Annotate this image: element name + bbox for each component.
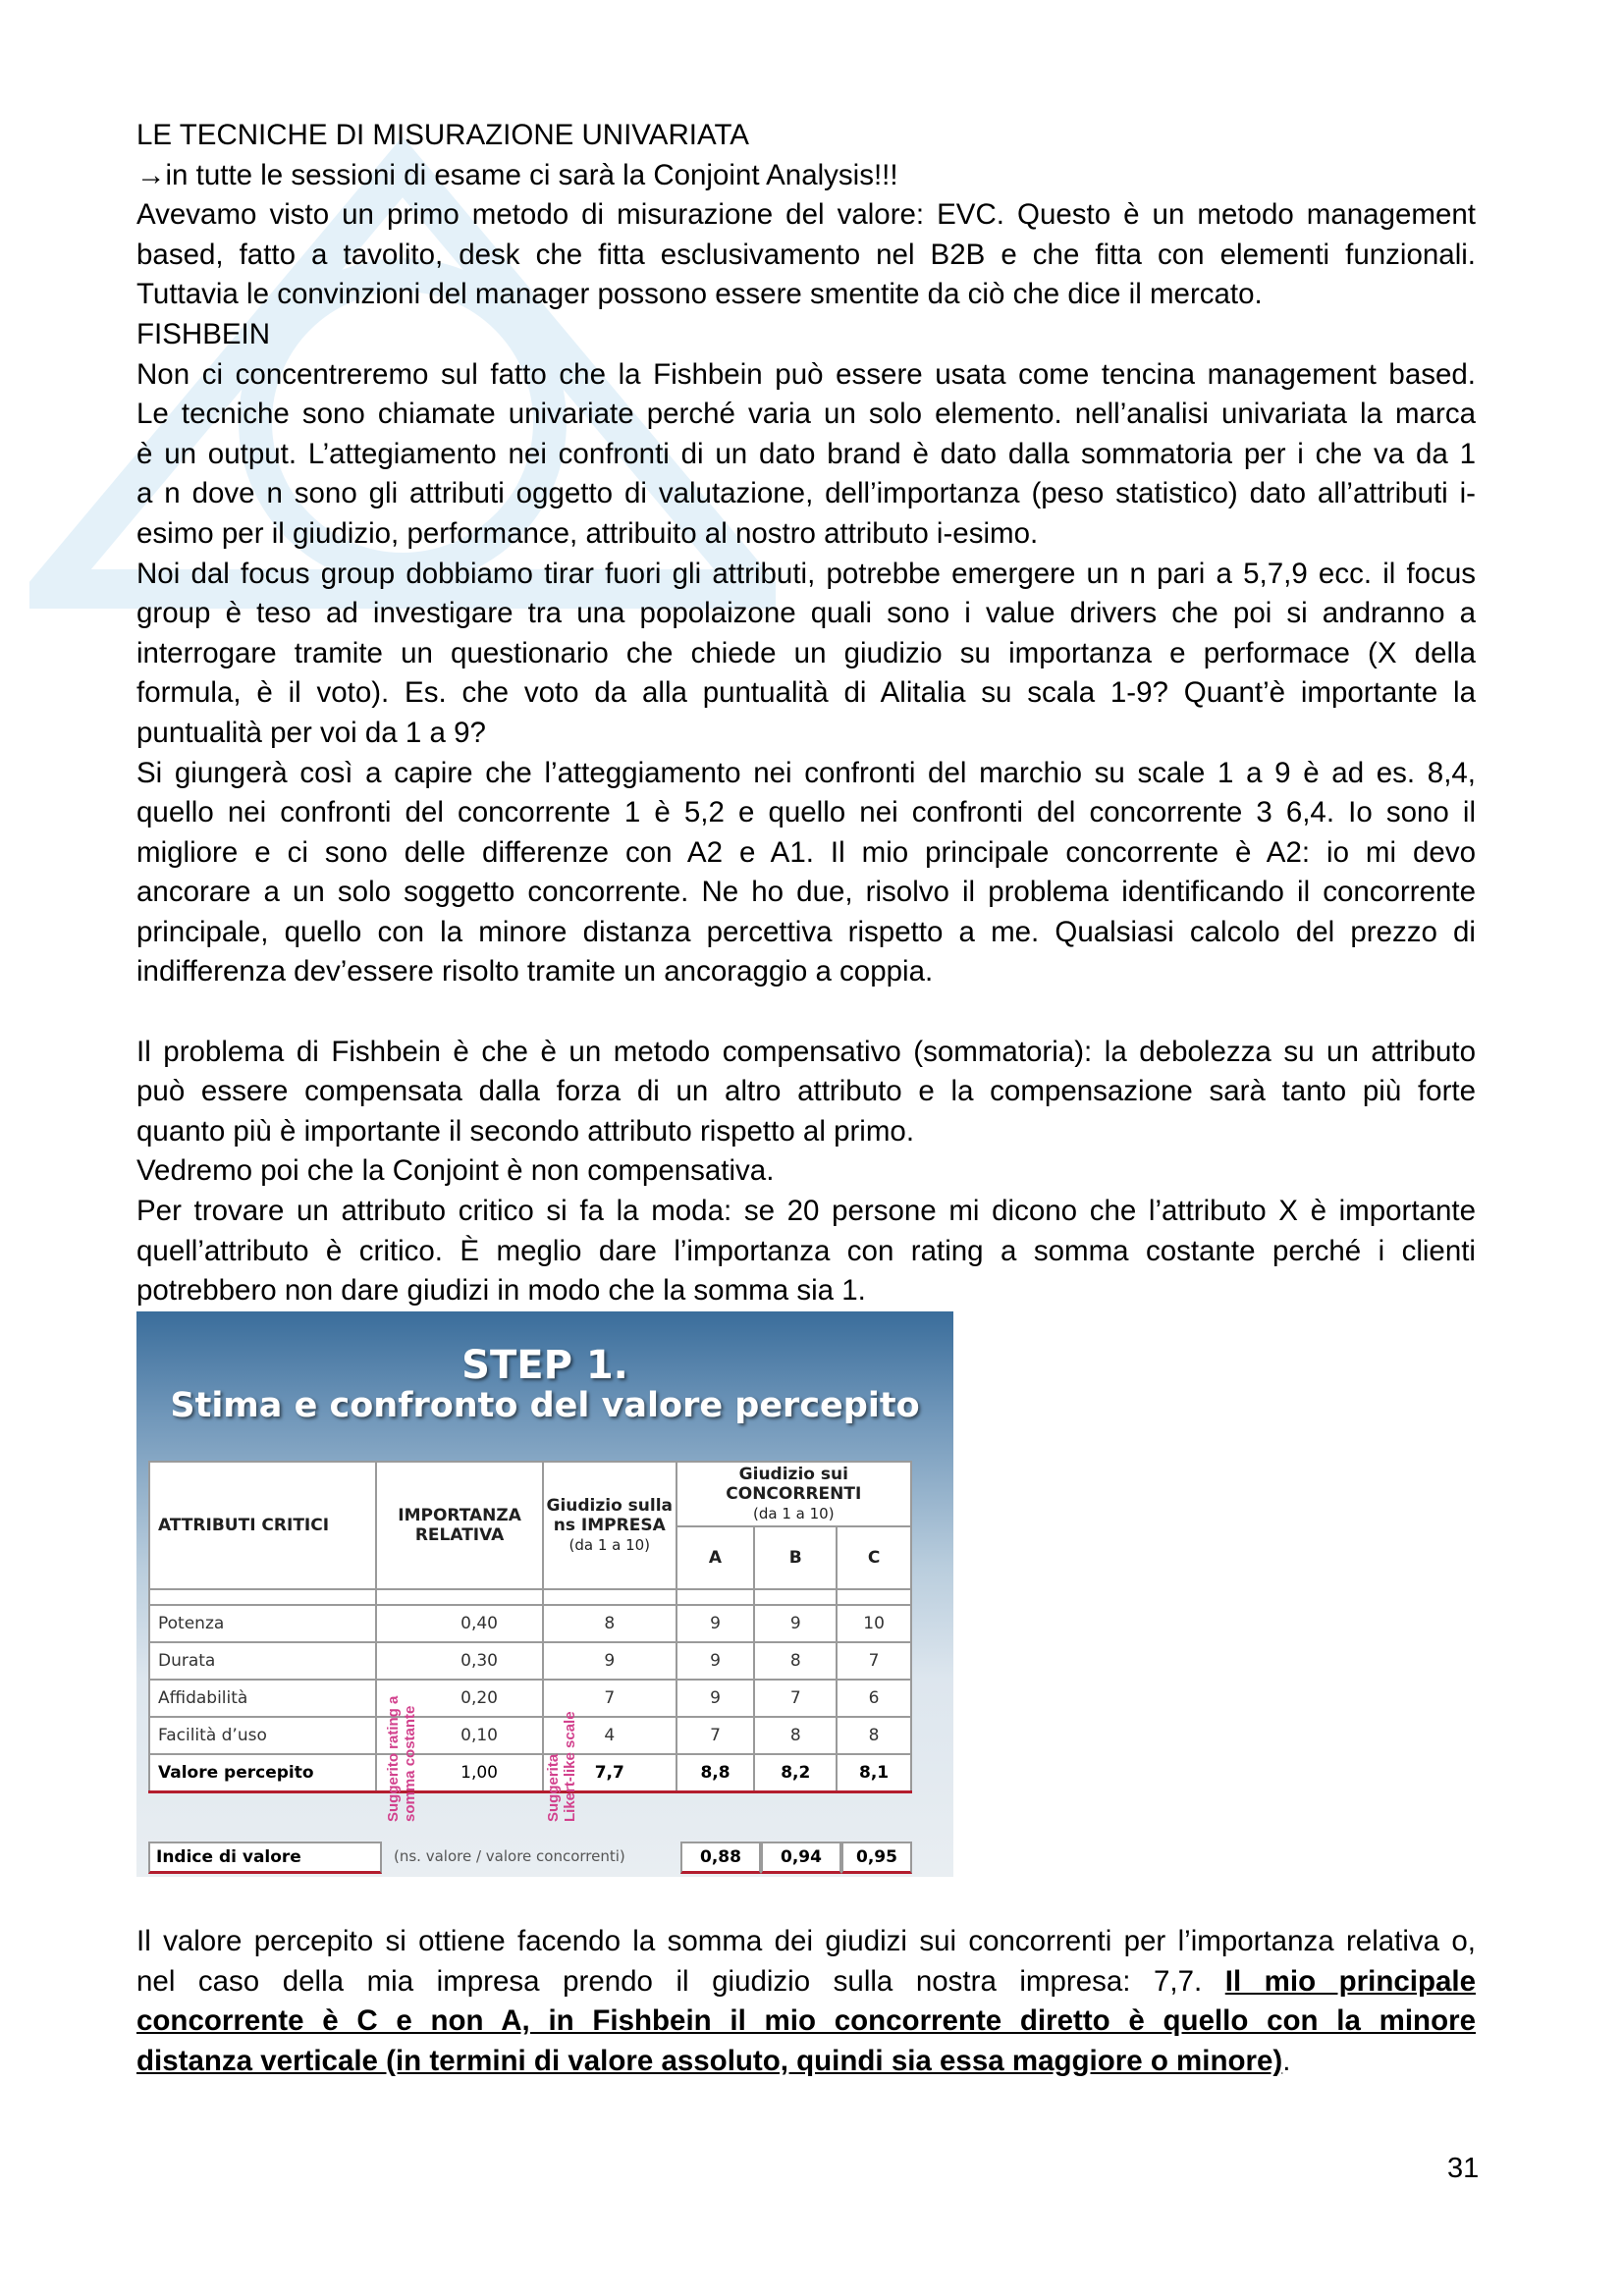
paragraph-conjoint: Vedremo poi che la Conjoint è non compensativa. <box>136 1154 775 1188</box>
page-number: 31 <box>1447 2153 1480 2184</box>
value-index-row <box>148 1842 912 1873</box>
index-value-c: 0,95 <box>841 1842 912 1874</box>
section-heading: LE TECNICHE DI MISURAZIONE UNIVARIATA <box>136 119 749 151</box>
step1-figure <box>136 1311 953 1877</box>
col-header-b: B <box>754 1526 837 1589</box>
figure-title: STEP 1. <box>461 1343 628 1388</box>
paragraph-fishbein: Non ci concentreremo sul fatto che la Fishbein può essere usata come tencina management based. Le tecniche sono chiamate univariate perché varia un solo elemento. nell’analisi univariata la marca è un output. L’attegiamento nei confronti di un dato brand è dato dalla sommatoria per i che va da 1 a n dove n sono gli attributi oggetto di valutazione, dell’importanza (peso statistico) dato all’attributi i- esimo per il giudizio, performance, attribuito al nostro attributo i-esimo. <box>136 357 1476 550</box>
text-block-top <box>136 116 1476 1311</box>
paragraph-focus-group: Noi dal focus group dobbiamo tirar fuori gli attributi, potrebbe emergere un n pari a 5,7,9 ecc. il focus group è teso ad investigare tra una popolaizone quali sono i value drivers che poi si andranno a interrogare tramite un questionario che chiede un giudizio su importanza e performace (X della formula, è il voto). Es. che voto da alla puntualità di Alitalia su scala 1-9? Quant’è importante la puntualità per voi da 1 a 9? <box>136 557 1476 749</box>
index-label: Indice di valore <box>148 1842 382 1874</box>
exam-note: →in tutte le sessioni di esame ci sarà la Conjoint Analysis!!! <box>136 158 898 191</box>
table-total-row: Valore percepito 1,00 7,7 8,8 8,2 8,1 <box>149 1754 911 1791</box>
table-row: Potenza 0,40 8 9 9 10 <box>149 1605 911 1642</box>
col-header-a: A <box>676 1526 755 1589</box>
paragraph-attitude: Si giungerà così a capire che l’atteggiamento nei confronti del marchio su scale 1 a 9 è ad es. 8,4, quello nei confronti del concorrente 1 è 5,2 e quello nei confronti del concorrente 3 6,4. Io sono il migliore e ci sono delle differenze con A2 e A1. Il mio principale concorrente è A2: io mi devo ancorare a un solo soggetto concorrente. Ne ho due, risolvo il problema identificando il concorrente principale, quello con la minore distanza percettiva rispetto a me. Qualsiasi calcolo del prezzo di indifferenza dev’essere risolto tramite un ancoraggio a coppia. <box>136 756 1476 988</box>
figure-subtitle: Stima e confronto del valore percepito <box>170 1386 920 1425</box>
table-row: Affidabilità 0,20 7 9 7 6 <box>149 1680 911 1717</box>
own-rating-note: Suggerita Likert-like scale <box>545 1711 578 1822</box>
col-header-own: Giudizio sulla ns IMPRESA (da 1 a 10) <box>543 1462 676 1589</box>
paragraph-perceived-value: Il valore percepito si ottiene facendo la somma dei giudizi sui concorrenti per l’importanza relativa o, nel caso della mia impresa prendo il giudizio sulla nostra impresa: 7,7. Il mio principale concorrente è C e non A, in Fishbein il mio concorrente diretto è quello con la minore distanza verticale (in termini di valore assoluto, quindi sia essa maggiore o minore). <box>136 1925 1476 2077</box>
blank-line <box>136 992 1476 1033</box>
col-header-competitors: Giudizio sui CONCORRENTI (da 1 a 10) <box>676 1462 911 1526</box>
index-value-a: 0,88 <box>680 1842 761 1874</box>
table-row: Durata 0,30 9 9 8 7 <box>149 1642 911 1680</box>
index-note: (ns. valore / valore concorrenti) <box>394 1847 625 1865</box>
paragraph-evc: Avevamo visto un primo metodo di misurazione del valore: EVC. Questo è un metodo management based, fatto a tavolito, desk che fitta esclusivamento nel B2B e che fitta con elementi funzionali. Tuttavia le convinzioni del manager possono essere smentite da ciò che dice il mercato. <box>136 198 1476 311</box>
col-header-attributes: ATTRIBUTI CRITICI <box>149 1462 376 1589</box>
fishbein-heading: FISHBEIN <box>136 317 271 350</box>
paragraph-compensative: Il problema di Fishbein è che è un metodo compensativo (sommatoria): la debolezza su un attributo può essere compensata dalla forza di un altro attributo e la compensazione sarà tanto più forte quanto più è importante il secondo attributo rispetto al primo. <box>136 1035 1476 1148</box>
importance-note: Suggerito rating a somma costante <box>385 1695 418 1822</box>
col-header-c: C <box>837 1526 911 1589</box>
text-block-bottom <box>136 1922 1476 2081</box>
index-value-b: 0,94 <box>761 1842 841 1874</box>
paragraph-critical-attribute: Per trovare un attributo critico si fa la moda: se 20 persone mi dicono che l’attributo X è importante quell’attributo è critico. È meglio dare l’importanza con rating a somma costante perché i clienti potrebbero non dare giudizi in modo che la somma sia 1. <box>136 1195 1476 1308</box>
value-table <box>148 1461 912 1793</box>
table-row: Facilità d’uso 0,10 4 7 8 8 <box>149 1717 911 1754</box>
col-header-importance: IMPORTANZA RELATIVA <box>376 1462 543 1589</box>
